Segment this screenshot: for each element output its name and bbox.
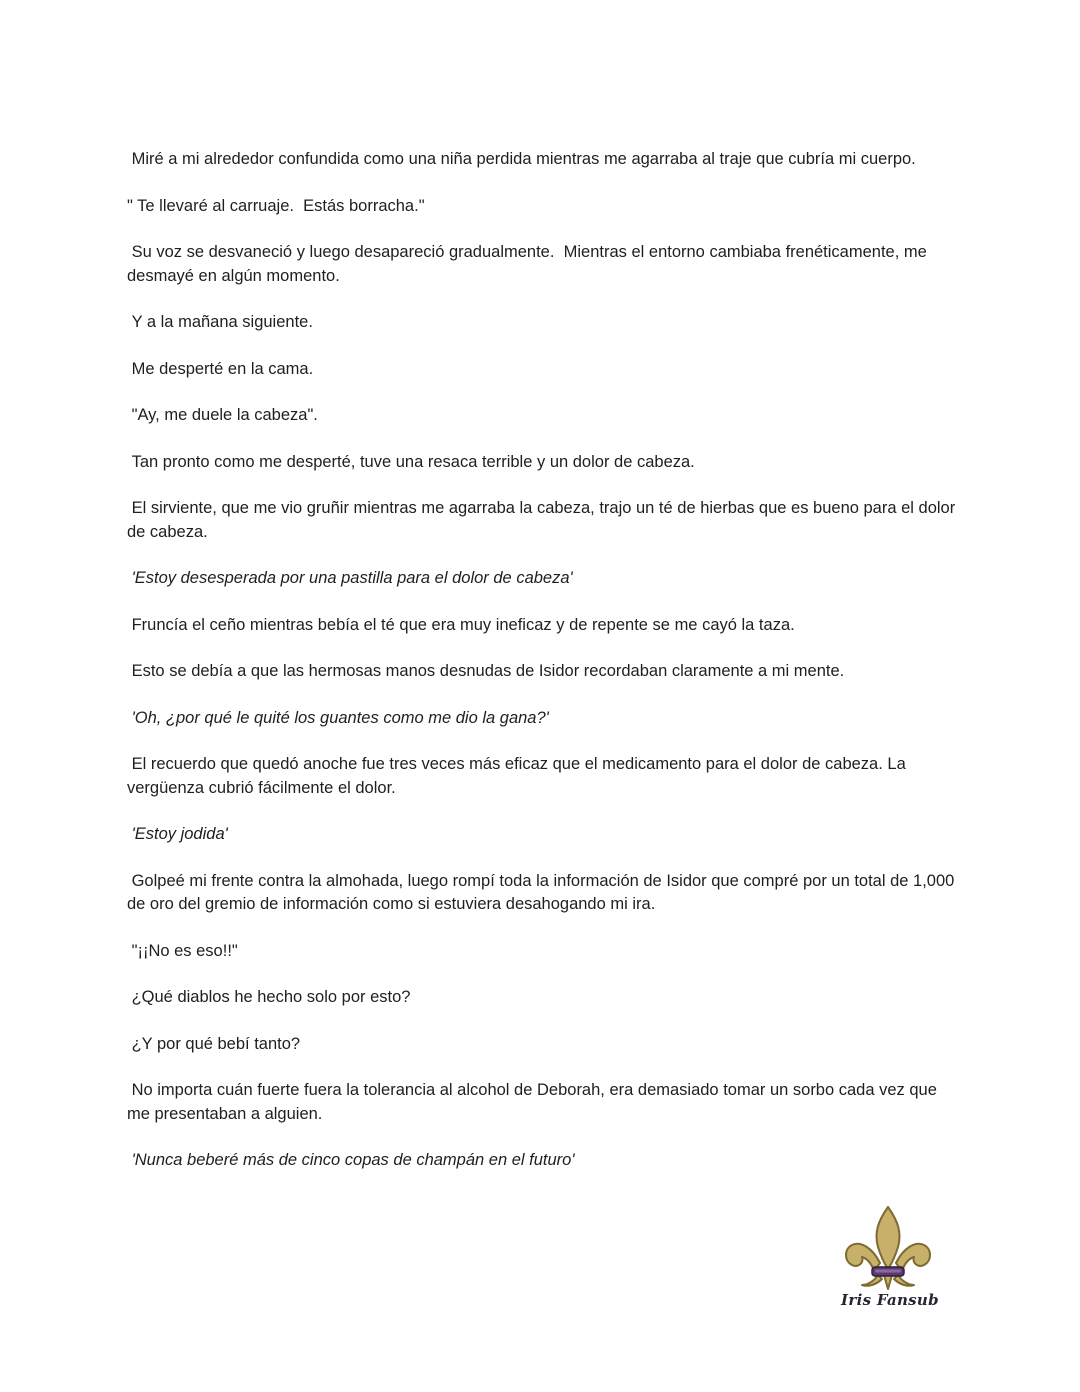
paragraph-italic: 'Oh, ¿por qué le quité los guantes como me dio la gana?'	[127, 708, 549, 727]
document-body	[127, 148, 960, 1196]
paragraph: Miré a mi alrededor confundida como una niña perdida mientras me agarraba al traje que cubría mi cuerpo.	[127, 150, 916, 168]
iris-fansub-logo	[838, 1203, 948, 1315]
paragraph: Tan pronto como me desperté, tuve una resaca terrible y un dolor de cabeza.	[127, 452, 695, 471]
paragraph: Su voz se desvaneció y luego desapareció gradualmente. Mientras el entorno cambiaba frenéticamente, me desmayé en algún momento.	[127, 243, 932, 285]
paragraph: "¡¡No es eso!!"	[127, 941, 238, 960]
fleur-de-lis-icon	[838, 1203, 942, 1291]
paragraph: Golpeé mi frente contra la almohada, luego rompí toda la información de Isidor que compré por un total de 1,000 de oro del gremio de información como si estuviera desahogando mi ira.	[127, 871, 959, 913]
paragraph-italic: 'Estoy desesperada por una pastilla para el dolor de cabeza'	[127, 569, 573, 587]
paragraph: Y a la mañana siguiente.	[127, 313, 313, 331]
paragraph: No importa cuán fuerte fuera la tolerancia al alcohol de Deborah, era demasiado tomar un sorbo cada vez que me presentaban a alguien.	[127, 1081, 942, 1123]
paragraph: Esto se debía a que las hermosas manos desnudas de Isidor recordaban claramente a mi mente.	[127, 662, 845, 680]
paragraph: Fruncía el ceño mientras bebía el té que era muy ineficaz y de repente se me cayó la taza.	[127, 615, 795, 634]
paragraph: ¿Qué diablos he hecho solo por esto?	[127, 988, 411, 1006]
paragraph: Me desperté en la cama.	[127, 359, 314, 378]
logo-label: Iris Fansub	[841, 1291, 939, 1309]
paragraph: ¿Y por qué bebí tanto?	[127, 1034, 301, 1053]
paragraph: El sirviente, que me vio gruñir mientras me agarraba la cabeza, trajo un té de hierbas que es bueno para el dolor de cabeza.	[127, 499, 960, 541]
paragraph: " Te llevaré al carruaje. Estás borracha."	[127, 196, 425, 215]
paragraph: "Ay, me duele la cabeza".	[127, 406, 318, 424]
paragraph-italic: 'Estoy jodida'	[127, 825, 228, 843]
paragraph: El recuerdo que quedó anoche fue tres veces más eficaz que el medicamento para el dolor de cabeza. La vergüenza cubrió fácilmente el dolor.	[127, 755, 911, 797]
paragraph-italic: 'Nunca beberé más de cinco copas de champán en el futuro'	[127, 1151, 575, 1169]
